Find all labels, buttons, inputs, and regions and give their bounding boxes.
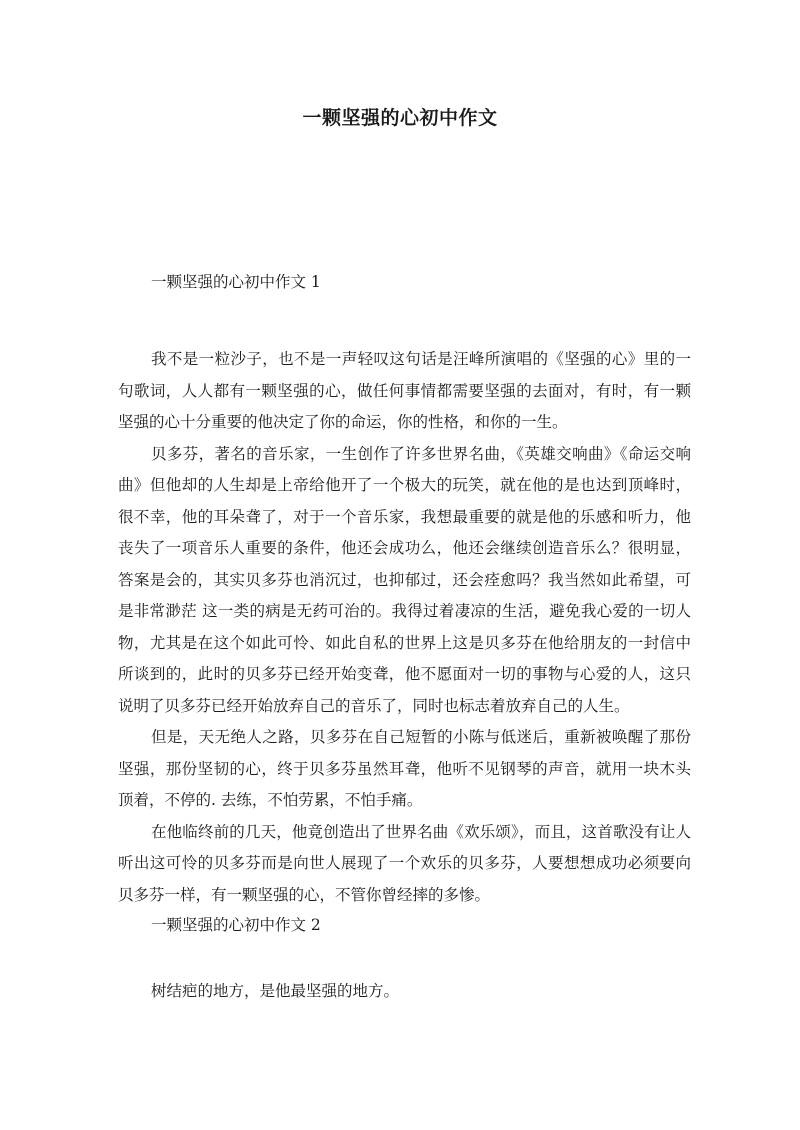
document-title: 一颗坚强的心初中作文 — [302, 107, 498, 129]
section-heading-2: 一颗坚强的心初中作文 2 — [151, 916, 321, 934]
paragraph-2: 贝多芬，著名的音乐家，一生创作了许多世界名曲，《英雄交响曲》《命运交响曲》但他却的人生却是上帝给他开了一个极大的玩笑，就在他的是也达到顶峰时，很不幸，他的耳朵聋了，对于一个音乐家，我想最重要的就是他的乐感和听力，他丧失了一项音乐人重要的条件，他还会成功么，他还会继续创造音乐么？很明显，答案是会的，其实贝多芬也消沉过，也抑郁过，还会痊愈吗？我当然如此希望，可是非常渺茫 这一类的病是无药可治的。我得过着凄凉的生活，避免我心爱的一切人物，尤其是在这个如此可怜、如此自私的世界上这是贝多芬在他给朋友的一封信中所谈到的，此时的贝多芬已经开始变聋，他不愿面对一切的事物与心爱的人，这只说明了贝多芬已经开始放弃自己的音乐了，同时也标志着放弃自己的人生。 — [118, 444, 691, 715]
section-heading-1: 一颗坚强的心初中作文 1 — [151, 273, 321, 291]
paragraph-3: 但是，天无绝人之路，贝多芬在自己短暂的小陈与低迷后，重新被唤醒了那份坚强，那份坚韧的心，终于贝多芬虽然耳聋，他听不见钢琴的声音，就用一块木头顶着，不停的. 去练，不怕劳累，不怕手痛。 — [118, 728, 691, 809]
paragraph-5: 树结疤的地方，是他最坚强的地方。 — [151, 982, 400, 1000]
paragraph-4: 在他临终前的几天，他竟创造出了世界名曲《欢乐颂》，而且，这首歌没有让人听出这可怜的贝多芬而是向世人展现了一个欢乐的贝多芬，人要想想成功必须要向贝多芬一样，有一颗坚强的心，不管你曾经摔的多惨。 — [118, 822, 691, 904]
paragraph-1: 我不是一粒沙子，也不是一声轻叹这句话是汪峰所演唱的《坚强的心》里的一句歌词，人人都有一颗坚强的心，做任何事情都需要坚强的去面对，有时，有一颗坚强的心十分重要的他决定了你的命运，你的性格，和你的一生。 — [118, 350, 691, 431]
spacer — [118, 296, 691, 344]
document-body — [118, 268, 691, 1008]
spacer — [118, 939, 691, 976]
